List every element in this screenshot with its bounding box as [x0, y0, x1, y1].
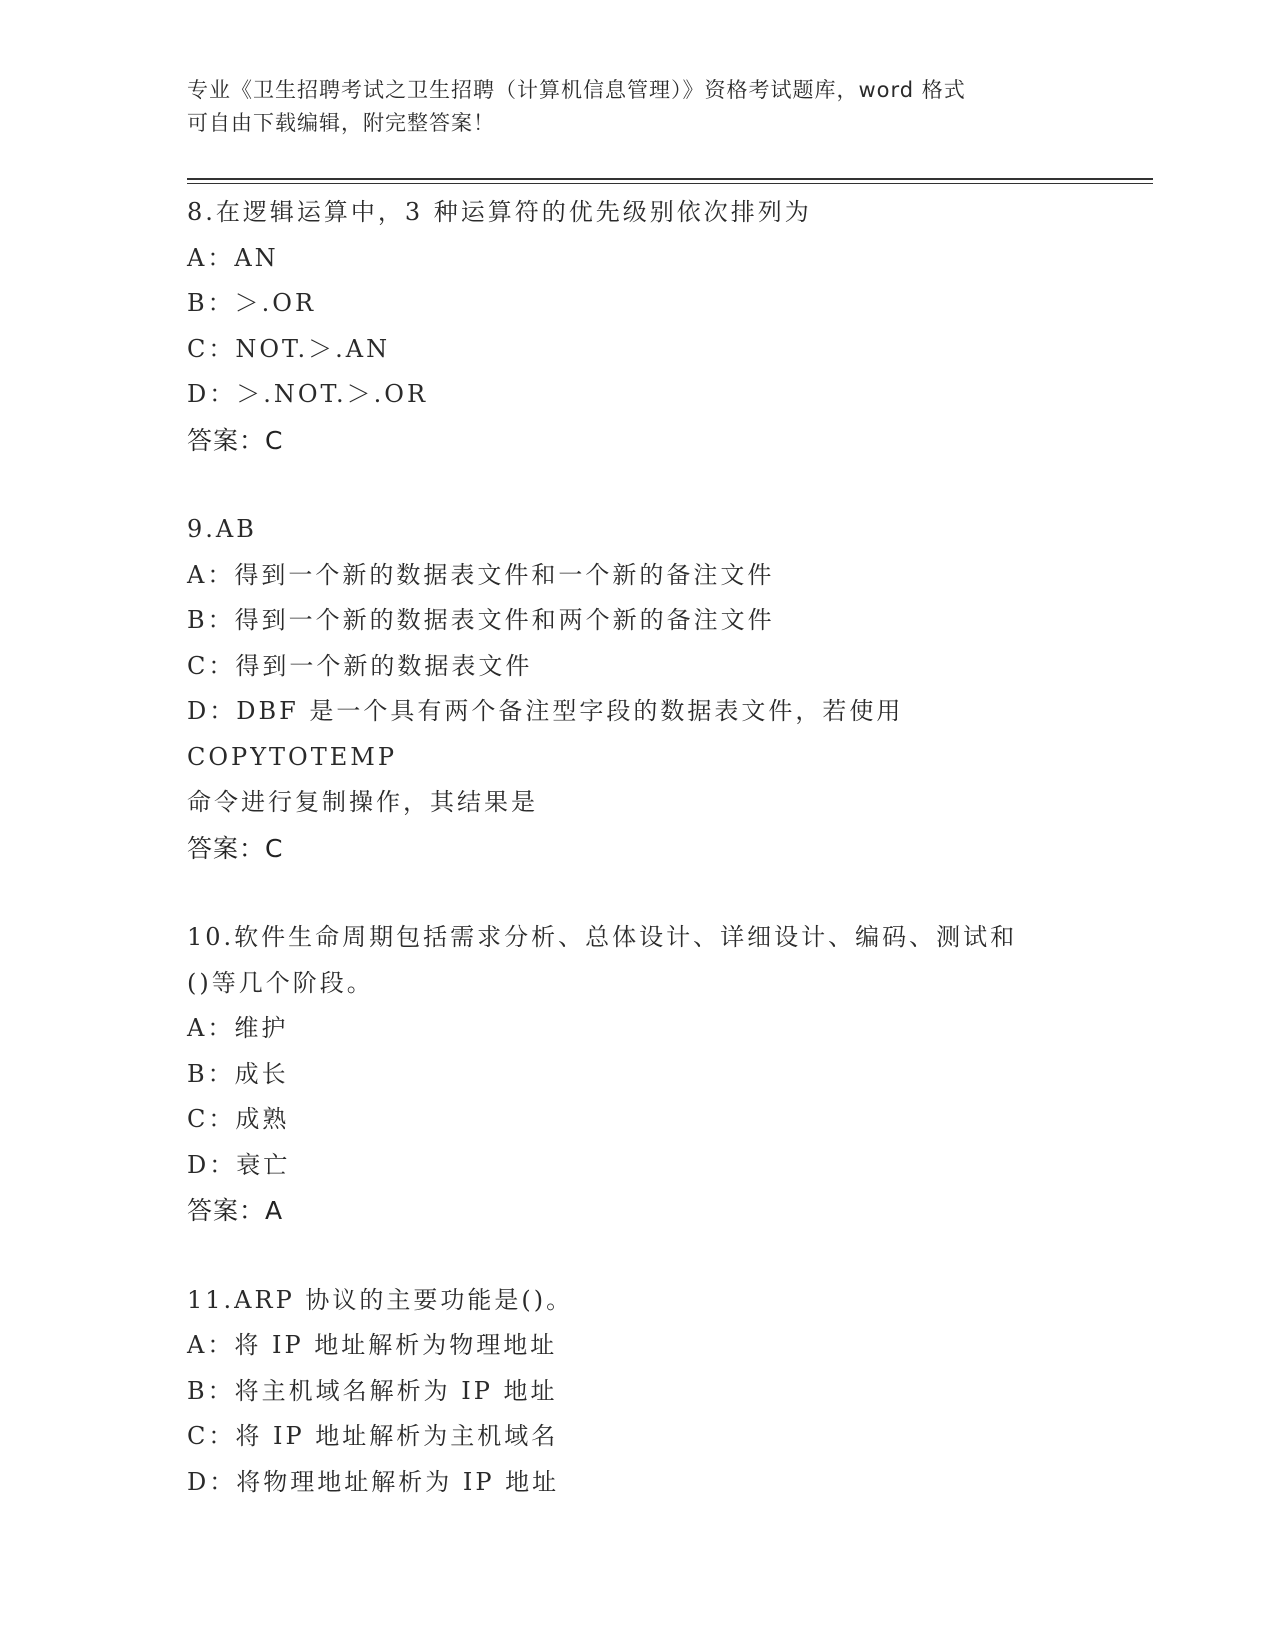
option-d-continued: 命令进行复制操作，其结果是: [187, 788, 538, 816]
option-d: D：＞.NOT.＞.OR: [187, 380, 429, 408]
question-11: [187, 1278, 1087, 1506]
header-line-1: 专业《卫生招聘考试之卫生招聘（计算机信息管理）》资格考试题库，word 格式: [187, 78, 966, 102]
option-a: A：维护: [187, 1014, 289, 1042]
option-c: C：将 IP 地址解析为主机域名: [187, 1422, 559, 1450]
question-9: [187, 507, 1087, 871]
option-c: C：NOT.＞.AN: [187, 334, 391, 363]
option-d: D：衰亡: [187, 1150, 291, 1179]
option-b: B：＞.OR: [187, 289, 317, 317]
option-b: B：成长: [187, 1059, 289, 1088]
document-header: [187, 74, 1087, 140]
header-line-2: 可自由下载编辑，附完整答案！: [187, 111, 495, 135]
question-8: [187, 190, 1087, 463]
question-list: [187, 190, 1087, 1549]
question-stem: 11.ARP 协议的主要功能是()。: [187, 1285, 574, 1314]
question-stem: 8.在逻辑运算中，3 种运算符的优先级别依次排列为: [187, 198, 812, 226]
option-a: A：将 IP 地址解析为物理地址: [187, 1331, 558, 1359]
option-a: A：AN: [187, 243, 279, 272]
option-d: D：DBF 是一个具有两个备注型字段的数据表文件，若使用 COPYTOTEMP: [187, 697, 915, 771]
option-c: C：成熟: [187, 1105, 290, 1133]
answer-label: 答案：A: [187, 1196, 284, 1225]
answer-label: 答案：C: [187, 833, 284, 863]
answer-label: 答案：C: [187, 425, 284, 455]
option-a: A：得到一个新的数据表文件和一个新的备注文件: [187, 560, 775, 589]
question-stem-continued: ()等几个阶段。: [187, 968, 374, 997]
header-divider: [187, 178, 1153, 184]
option-c: C：得到一个新的数据表文件: [187, 651, 533, 680]
option-b: B：将主机域名解析为 IP 地址: [187, 1376, 558, 1405]
question-stem: 10.软件生命周期包括需求分析、总体设计、详细设计、编码、测试和: [187, 923, 1018, 951]
option-b: B：得到一个新的数据表文件和两个新的备注文件: [187, 606, 775, 634]
option-d: D：将物理地址解析为 IP 地址: [187, 1467, 560, 1496]
question-10: [187, 915, 1087, 1234]
question-stem: 9.AB: [187, 515, 257, 543]
